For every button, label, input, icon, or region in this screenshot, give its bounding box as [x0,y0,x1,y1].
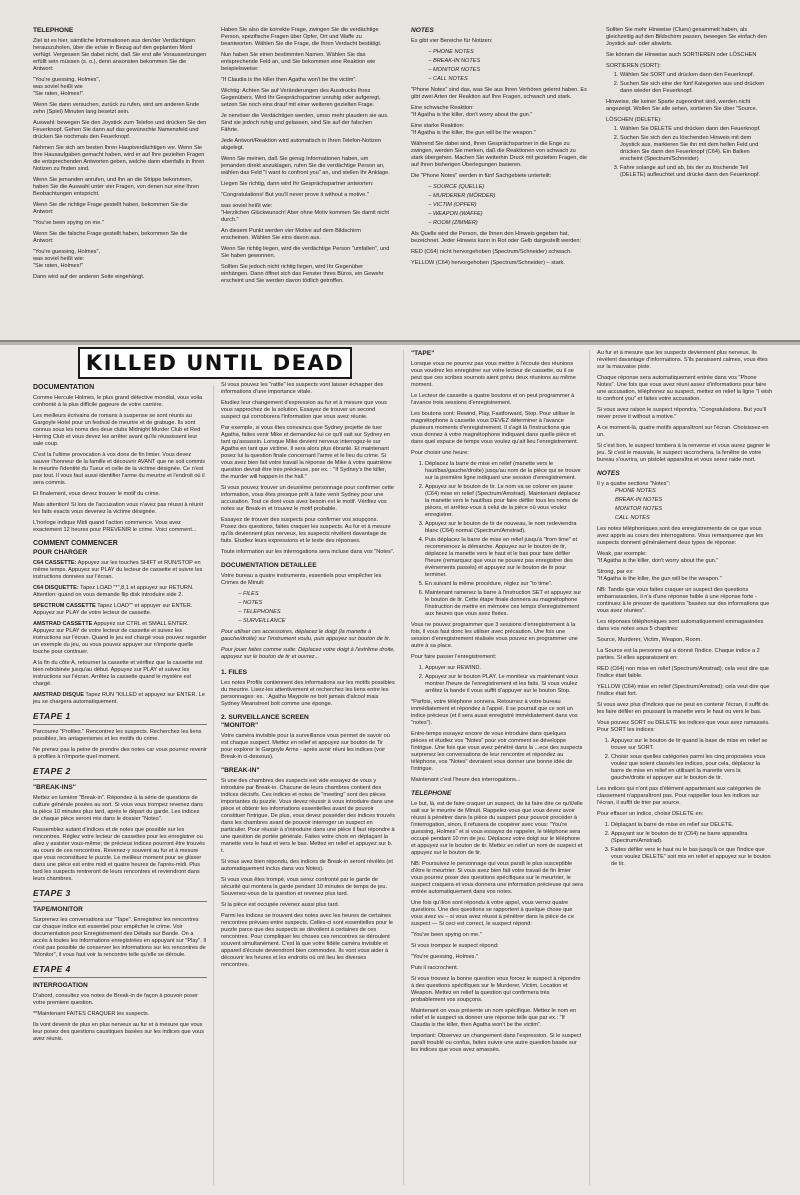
title-banner [78,347,352,379]
de-paragraph: Hinweise, die keiner Sparte zugeordnet sind, werden nicht angezeigt. Wollen Sie alle sehen, sortieren Sie über "Source. [606,99,758,112]
fr-label: C64 DISQUETTE: [33,585,79,591]
fr-paragraph: Vous pouvez SORT ou DELETE les indices que vous avez ramassés. Pour SORT les indices: [597,720,770,733]
fr-paragraph: Les indices qui n'ont pas d'élément appartenant aux catégories de classement n'apparaîtront pas. Pour rappeller tous les indices sur l'écran, il suffit de trier par source. [597,786,761,806]
divider [33,724,207,725]
fr-paragraph: Etudiez leur changement d'expression au fur et à mesure que vous vous rapprochez de la solution. Essayez de trouver un second suspect qui corroborera l'information que vous avez réunie. [221,400,387,420]
fr-paragraph: Tapez LOAD "*",8,1 et appuyez sur RETURN. Attention: quand on vous demande flip disk introduire side 2. [33,585,194,598]
de-paragraph: Je nervöser die Verdächtigen werden, umso mehr plaudern sie aus. Sind sie jedoch ruhig und gelassen, sind Sie auf der falschen Fährte. [221,113,389,133]
de-quote: "You're guessing, Holmes", [33,77,101,83]
de-quote: "If Agatha is the killer, don't worry about the gun." [411,112,533,118]
list-item: 6. Maintenant ramenez la barre à l'instruction SET et appuyez sur le bouton de tir. Cette étape finale donnera au magnétophone l'instruction de mettre en mémoire ces temps d'enregistrement aux heures que vous avez fixées. [425,590,583,618]
list-item: – SOURCE (QUELLE) [433,184,589,191]
fr-instrument-list [221,591,395,625]
list-item: 3. Fahre solange auf und ab, bis der zu löschende Teil (DELETE) aufleuchtet und drücke dann den Feuerknopf. [620,165,772,179]
fr-paragraph: Pour utiliser ces accessoires, déplacez le doigt (la manette à gauche/droite) sur l'instrument voulu, puis appuyez sur bouton de tir. [221,629,391,642]
de-paragraph: Nun haben Sie einen bestimmten Namen. Wählen Sie das entsprechende Feld an, und Sie bekommen eine Reaktion wie beispielsweise: [221,52,376,72]
de-quote: "If Claudia is the killer then Agatha won't be the victim". [221,77,357,83]
fr-paragraph: Entre-temps essayez encore de vous introduire dans quelques pièces et étudiez vos "Notes" pour voir comment se développe l'intrigue. Une fois que vous avez pénétré dans la ...ece des suspects surprenez les conversations de leur rencontre et répondez au téléphone, vos "Notes" devraient vous donner une bonne idée de l'intrigue. [411,731,583,772]
de-paragraph: "Phone Notes" sind das, was Sie aus Ihren Verhören gelernt haben. Es gibt zwei Arten der Reaktion auf Ihre Fragen, schwach und stark. [411,87,587,100]
de-quote: "Congratulations! But you'll never prove it without a motive." [221,192,369,198]
fr-step-subheading: TAPE/MONITOR [33,906,83,913]
fr-paragraph: Tapez LOAD"" et appuyer sur ENTER. Appuyez sur PLAY de votre lecteur de cassette. [33,603,193,616]
fr-paragraph: Pour jouer faites comme suite: Déplacez votre doigt à l'extrême droite, appuyez sur le bouton de tir et ouvrez... [221,647,395,660]
fr-column-2 [221,382,395,1187]
fr-paragraph: Maintenant on vous présente un nom spécifique. Mettez le nom en relief et le suspect va donner une réponse telle que par ex.: "If Claudia is the killer, then Agatha won't be the victim". [411,1008,577,1028]
fr-start-heading: COMMENT COMMENCER [33,540,118,547]
fr-paragraph: Vous ne pouvez programmer que 3 sessions d'enregistrement à la fois, il vous faut donc les utiliser avec précaution. Une fois une session d'enregistrement réalisée vous pouvez en programmer une autre à sa place. [411,622,578,649]
fr-paragraph: Appuyez sur les touches SHIFT et RUN/STOP en même temps. Appuyez sur PLAY du lecteur de cassette et suivre les instructions données sur l'écran. [33,560,203,580]
fr-step-subheading: INTERROGATION [33,982,88,989]
de-paragraph: was soviel heißt wie: [221,203,273,209]
fr-paragraph: Si vous pouvez les "rattle" les suspects vont laisser échapper des informations d'une importance vitale. [221,382,384,395]
fr-step-heading: ETAPE 1 [33,711,71,721]
list-item: 4. Puis déplacez la barre de mise en relief jusqu'à "from time" et recommencez la démarche. Appuyez sur le bouton de tir, déplacez la manette vers le haut et le bas pour faire défiler l'heure (remarquez que vous ne pouvez pas enregistrer des événements passés) et appuyez sur le bouton de tir pour terminer. [425,537,583,579]
column-divider [589,350,590,1185]
fr-label: SPECTRUM CASSETTE [33,603,96,609]
de-paragraph: Die "Phone Notes" werden in fünf Sachgebiete unterteilt: [411,173,552,179]
fr-paragraph: Par exemple, si vous êtes convaincu que Sydney projette de tuer Agatha, faites venir Mike et demandez-lui ce qu'il sait sur Sydney en tant qu'assassin. Lorsque Mike devient nerveux interrogez-le sur Agatha en tant que victime. Il sera alors plus ébranlé. Et maintenant posez lui la question finale concernant l'arme et le lieu du crime. Si vous avez bien fait votre travail la réponse de Mike à votre quatrième question devrait être très précieuse, par ex. : "If Sydney's the killer, the murder will happen in the hall." [221,425,392,480]
fr-quote: "You're guessing, Holmes." [411,954,479,960]
de-quote: "If Agatha is the killer, the gun will be the weapon." [411,130,536,136]
de-notes-heading: NOTES [411,27,434,34]
fr-paragraph: NB: Poursuivez le personnage qui vous paraît le plus susceptible d'être le meurtrier. Si vous avez bien fait votre travail de fin limier vous pourrez poser des questions spécifiques sur le meurtrier, le suspect craquera et vous donnera une information précieuse qui sera entrée automatiquement dans vos notes. [411,861,583,895]
fr-quote: "You've been spying on me." [411,932,482,938]
fr-notes-heading: NOTES [597,470,620,477]
fr-sort-steps [597,738,773,782]
fr-surveillance-heading: 2. SURVEILLANCE SCREEN [221,714,309,721]
list-item: – NOTES [243,600,395,607]
list-item: 1. Wählen Sie SORT und drücken dann den Feuerknopf. [620,72,772,79]
de-paragraph: An diesem Punkt werden vier Motive auf dem Bildschirm erscheinen. Wählen Sie eins davon aus. [221,228,361,241]
list-item: 1. Appuyez sur le bouton de tir quand la base de mise en relief se trouve sur SORT. [611,738,773,752]
list-item: 3. Faites défiler vers le haut ou le bas jusqu'à ce que l'indice que vous voulez DELETE" soit mis en relief et appuyez sur le bouton de tir. [611,847,773,868]
list-item: 5. En suivant la même procédure, réglez sur "to time". [425,581,583,588]
fr-paragraph: Le but, là, est de faire craquer un suspect, de lui faire dire ce qu'il/elle sait sur le meurtre de Minuit. Rappelez-vous que vous devez avoir réussi à pénétrer dans la pièce du suspect pour pouvoir procéder à l'interrogation, sinon, il refusera de coopérer avec vous: "You're guessing, Holmes" et si vous essayez de rappeler, le téléphone sera occupé pendant 10 mn de jeu. Déplacez votre doigt sur le téléphone et appuyez sur le bouton de tir. Mettez en relief un nom de suspect et appuyez sur le bouton de tir. [411,801,583,856]
fr-monitor-subheading: "MONITOR" [221,722,259,729]
fr-label: AMSTRAD CASSETTE [33,621,93,627]
de-paragraph: Wenn Sie richtig liegen, wird die verdächtige Person "umfallen", und Sie haben gewonnen. [221,246,390,259]
fr-paragraph: Source, Murderer, Victim, Weapon, Room. [597,637,702,643]
divider [33,901,207,902]
fr-paragraph: La Source est la personne qui a donné l'indice. Chaque indice a 2 parties. Si elles apparaissent en: [597,648,760,661]
de-sort-steps [606,72,772,95]
fr-paragraph: Ils vont devenir de plus en plus nerveux au fur et à mesure que vous leur posez des questions caustiques basées sur les indices que vous avez réunis. [33,1022,205,1042]
fr-step-heading: ETAPE 2 [33,766,71,776]
fr-paragraph: Au fur et à mesure que les suspects deviennent plus nerveux, ils révèlent davantage d'informations. S'ils paraissent calmes, vous êtes sur la mauvaise piste. [597,350,768,370]
list-item: 1. Déplacez la barre de mise en relief (manette vers le haut/bas/gauche/droite) jusqu'au nom de la pièce qui se trouve sur la première ligne indiquant une session d'enregistrement. [425,461,583,482]
fr-paragraph: L'horloge indique Midi quand l'action commence. Vous avez exactement 12 heures pour PREVENIR le crime. Voici comment... [33,520,197,533]
fr-paragraph: Le Lecteur de cassette a quatre boutons et on peut programmer à l'avance trois sessions d'enregistrement. [411,393,575,406]
de-paragraph: Eine schwache Reaktion: [411,105,474,111]
fr-paragraph: D'abord, consultez vos notes de Break-in de façon à pouvoir poser votre premiere question. [33,993,198,1006]
de-notes-column [411,27,589,327]
fr-tape-steps [411,461,583,618]
fr-paragraph: Si la pièce est occupée revenez aussi plus tard. [221,902,340,908]
fr-paragraph: Lorsque vous ne pourrez pas vous mettre à l'écoute des réunions vous voudrez les enregistrer sur votre lecteur de cassette, ou il se peut que ces scribes sournois aient prévu deux réunions au même moment. [411,361,576,388]
fr-paragraph: Pour choisir une heure: [411,450,469,456]
fr-paragraph: Une fois qu'il/on sont répondu à votre appel, vous verrez quatre questions. Une des questions se rapportent à quelque chose que vous avez vu – si vous avez réussi à pénétrer dans la pièce de ce suspect — Si ceci est correct, le suspect répond: [411,900,574,927]
de-quote: "Herzlichen Glückwunsch! Aber ohne Motiv kommen Sie damit nicht durch." [221,210,390,223]
fr-column-1 [33,382,207,1187]
list-item: – PHONE NOTES [433,49,589,56]
de-paragraph: Sie können die Hinweise auch SORTIEREN oder LÖSCHEN [606,52,757,58]
de-delete-steps [606,126,772,179]
de-quote: "You've been spying on me." [33,220,104,226]
column-divider [403,350,404,1185]
fr-paragraph: Les notes téléphoniques sont des enregistrements de ce que vous avez appris au cours des interrogations. Vous remarquerez que les suspects donnent généralement deux types de réponse: [597,526,764,546]
fr-paragraph: Les meilleurs écrivains de romans à suspense se sont réunis au Gargoyle Hotel pour un festival de meurtre et de grabuge. Ils sont connus sous les noms des deux clubs Midnight Murder Club et Red Herring Club et vous devez les arrêter avant qu'ils réussissent leur sale coup. [33,413,201,447]
list-item: PHONE NOTES [615,488,656,494]
fr-paragraph: Les réponses téléphoniques sont automatiquement emmagasinées dans vos notes sous 5 chapitres: [597,619,764,632]
de-paragraph: Wenn Sie jemanden anrufen, und ihn an die Strippe bekommen, haben Sie die Auswahl unter vier Fragen, von denen nur eine Ihren Beobachtungen entspricht. [33,177,200,197]
list-item: 2. Suchen Sie sich den zu löschenden Hinweis mit dem Joystick aus, markieren Sie ihn mit dem hellen Feld und drücken Sie dann den Feuerknopf (C64). Ein Balken erscheint (Spectrum/Schneider) [620,135,772,163]
fr-paragraph: Si une des chambres des suspects est vide essayez de vous y introduire par Break-in. Chacune de leurs chambres contient des indices décisifs. Ces indices et notes de "meeting" sont des pièces importantes du puzzle. Vous devez réussir à vous introduire dans une pièce et obtenir les informations essentielles avant de pouvoir constituer l'intrigue. De plus, vous devez posséder des indices trouvés dans les chambres avant de pouvoir interroger un suspect en particulier. Pour réussir à s'introduire dans une pièce il faut répondre à une question de portée générale. Faites votre choix en déplaçant la manette vers le haut et vers le bas. Mettez en relief et appuyez sur b. t. [221,778,395,854]
fr-quote: "If Agatha is the killer, the gun will be the weapon." [597,576,722,582]
de-paragraph: Wenn Sie dann versuchen, zurück zu rufen, wird am anderen Ende zehn (Spiel) Minuten lang besetzt sein. [33,102,200,115]
fr-step-heading: ETAPE 4 [33,964,71,974]
fr-paragraph: Mais attention! Si lors de l'accusation vous n'avez pas réussi à réunir les faits exacts vous devenez la victime désignée. [33,502,204,515]
fr-paragraph: A ce moment-là, quatre motifs apparaîtront sur l'écran. Choisissez-en un. [597,425,769,438]
fr-paragraph: Si vous trompez le suspect répond: [411,943,499,949]
fr-paragraph: NB: Tandis que vous faites craquer un suspect des questions embarrassantes, il n'a d'une réponse faible à une réponse forte - continuez à le presser de questions "basées sur des informations que vous avez réunies". [597,587,770,614]
de-category-list [411,184,589,227]
column-divider [213,385,214,1185]
list-item: 1. Wählen Sie DELETE und drücken dann den Feuerknopf. [620,126,772,133]
list-item: – MURDERER (MÖRDER) [433,193,589,200]
game-title: KILLED UNTIL DEAD [85,351,345,375]
de-notes-list [411,49,589,83]
de-middle-column [221,27,391,327]
fr-doc-heading: DOCUMENTATION [33,384,95,391]
fr-notes-list [597,488,773,522]
de-sort-column [606,27,772,327]
de-paragraph: Jede Antwort/Reaktion wird automatisch in Ihren Telefon-Notizen abgelegt. [221,138,382,151]
german-panel [0,0,800,342]
fr-paragraph: Ne prenez pas la peine de prendre des notes car vous pourrez revenir à profiles à n'importe quel moment. [33,747,207,760]
fr-label: AMSTRAD DISQUE [33,692,84,698]
de-paragraph: was soviel heißt wie: [33,256,85,262]
list-item: 2. Appuyez sur le bouton de tir. Le nom va se colorer en jaune (C64) mise en relief (Spectrum/Amstrad). Maintenant déplacez la manette vers le haut/bas pour faire défiler tous les noms de pièces, et arrêtez-vous à celui de la pièce où vous voulez enregistrer. [425,484,583,519]
fr-paragraph: Maintenant c'est l'heure des interrogations... [411,777,521,783]
de-paragraph: Wenn Sie meinen, daß Sie genug Informationen haben, um jemanden direkt anzuklagen, rufen Sie die verdächtige Person an, wählen das Feld "I want to confront you" an, und stellen Ihr Anklage. [221,156,390,176]
de-paragraph: Ziel ist es hier, sämtliche Informationen aus den/der Verdächtigen herauszuholen, über die er/sie in Bezug auf den geplanten Mord verfügt. Vergessen Sie dabei nicht, daß Sie erst alle Voraussetzungen erfüllt sein müssen (s. o.), denn ansonsten bekommen Sie die Antwort: [33,38,207,72]
fr-paragraph: Pour effacer un indice, choisir DELETE en: [597,811,704,817]
fr-files-heading: 1. FILES [221,669,248,676]
list-item: 2. Appuyant sur le bouton de tir (C64) ne barre apparaîtra (Spectrum/Amstrad). [611,831,773,845]
fr-paragraph: *Parfois, votre téléphone sonnera. Retournez à votre bureau immédiatement et répondez à l'appel. Il se pourrait que ce soit un indice précieux (et il sera aussi enregistré immédiatement dans vos "notes"). [411,699,578,726]
de-paragraph: YELLOW (C64) hervorgehoben (Spectrum/Schneider) – stark. [411,260,565,266]
list-item: 2. Appuyez sur le bouton PLAY. Le moniteur va maintenant vous montrer l'heure de l'enregistrement et les faits. Si vous voulez arrêtez la bande il vous suffit d'appuyer sur le bouton Stop. [425,674,583,695]
fr-tape-heading: "TAPE" [411,350,435,357]
list-item: CALL NOTES [615,515,650,521]
list-item: 3. Appuyez sur le bouton de tir de nouveau, le nom redeviendra blanc (C64) normal (Spectrum/Amstrad). [425,521,583,535]
divider [33,977,207,978]
fr-quote: "If Agatha is the killer, don't worry about the gun." [597,558,719,564]
fr-paragraph: Tapez RUN "KILLED et appuyez sur ENTER. Le jeu se chargera automatiquement. [33,692,205,705]
fr-paragraph: Si vous trouvez la bonne question vous forcez le suspect à répondre à des questions spécifiques sur le Murderer, Victim, Location et Weapon. Mettez en relief la question qui confirmera très probablement vos soupçons. [411,976,581,1003]
de-paragraph: Liegen Sie richtig, dann wird Ihr Gesprächspartner antworten: [221,181,374,187]
fr-paragraph: Si vous avez bien répondu, des indices de Break-in seront révélés (et automatiquement inclus dans vos Notes). [221,859,393,872]
fr-label: C64 CASSETTE: [33,560,77,566]
fr-paragraph: Weak, par exemple: [597,551,647,557]
fr-paragraph: Les notes Profils contiennent des informations sur les motifs possibles du meurtre. Lisez-les attentivement et recherchez les liens entre les personnages: ex. : Agatha Maypole ne boit jamais d'alcool mais Sydney Meanstreet boit comme une éponge. [221,680,395,707]
list-item: – SURVEILLANCE [243,618,395,625]
fr-paragraph: **Maintenant FAITES CRAQUER les suspects. [33,1011,150,1017]
de-paragraph: Wenn Sie die richtige Frage gestellt haben, bekommen Sie die Antwort: [33,202,188,215]
de-paragraph: Auswahl: bewegen Sie den Joystick zum Telefon und drücken Sie den Feuerknopf. Gehen Sie dann auf das gewünschte Namensfeld und drücken Sie nochmals den Feuerknopf. [33,120,207,140]
fr-paragraph: Rassemblez autant d'indices et de notes que possible sur les rencontres. Réglez votre lecteur de cassettes pour les enregistrer ou allez y assister vous-même; de précieux indices pourront être trouvés au cours de ces rencontres. Revenez-y souvent au fur et à mesure que vous reconstituez le puzzle. Le meilleur moment pour se glisser dans une pièce est entre midi et quatre heures de l'après-midi. Plus tard les suspects rentreront de leurs rencontres et reviendront dans leurs chambres. [33,827,205,882]
fr-paragraph: Appuyez sur CTRL et SMALL ENTER. Appuyez sur PLAY de votre lecteur de cassette et suivez les instructions sur l'écran. Quand le jeu est chargé vous pouvez regarder un exemple du jeu, ou vous pouvez appuyer sur n'importe quelle touche pour continuer. [33,621,207,655]
fr-detailed-doc-heading: DOCUMENTATION DETAILLEE [221,562,317,569]
de-paragraph: RED (C64) nicht hervorgehoben (Spectrum/Schneider) schwach. [411,249,572,255]
fr-paragraph: Si vous avez plus d'indices que ne peut en contenir l'écran, il suffit de les faire défiler en poussant la manette vers le haut ou vers le bas. [597,702,769,715]
de-paragraph: Es gibt vier Bereiche für Notizen: [411,38,493,44]
fr-paragraph: C'est la l'ultime provocation à vos dons de fin limier. Vous devez sauver l'honneur de la famille et découvrir AVANT que ne soit commis le meurtre l'identité du Tueur et celle de la victime désignée. Ce n'est pas tout. Il vous faut aussi identifier l'arme du meurtre et l'endroit où il sera commis. [33,452,206,486]
list-item: 1. Déplaçant la barre de mise en relief sur DELETE. [611,822,773,829]
de-telephone-heading: TELEPHONE [33,27,74,34]
de-paragraph: Sollten Sie jedoch nicht richtig liegen, wird Ihr Gegenüber einhängen. Dann öffnet sich das Fenster Ihres Büros, ein Gewehr erscheint und Sie werden davon tödlich getroffen. [221,264,384,284]
de-telephone-column [33,27,208,327]
de-paragraph: Wenn Sie die falsche Frage gestellt haben, bekommen Sie die Antwort: [33,231,188,244]
de-paragraph: Sollten Sie mehr Hinweise (Clues) gesammelt haben, als gleichzeitig auf den Bildschirm passen, bewegen Sie einfach den Joystick auf- oder abwärts. [606,27,767,47]
de-paragraph: Dann wird auf der anderen Seite eingehängt. [33,274,145,280]
de-paragraph: Haben Sie also die korrekte Frage, zwingen Sie die verdächtige Person, spezifische Fragen über Opfer, Ort und Waffe zu beantworten. Wählen Sie die Frage, die Ihren Verdacht bestätigt. [221,27,382,47]
de-paragraph: Wichtig: Achten Sie auf Veränderungen des Ausdrucks Ihres Gegenübers. Wird Ihr Gesprächspartner unruhig oder aufgeregt, setzen Sie noch eins drauf mit einer weiteren gezielten Frage. [221,88,381,108]
fr-paragraph: Mettez en lumière "Break-in". Répondez à la série de questions de culture générale posées au sort. Si vous vous trompez revenez dans la pièce 10 minutes plus tard, après le départ du garde. Les indices de chaque pièce seront mis dans le dossier "Notes". [33,795,204,822]
fr-paragraph: Important: Observez un changement dans l'expression. Si le suspect paraît troublé ou confus, faites suivre une autre question basée sur les indices que vous avez amassés. [411,1033,582,1053]
fr-playback-steps [411,665,583,695]
fr-paragraph: Pour faire passer l'enregistrement: [411,654,497,660]
fr-paragraph: Si vous pouvez trouver un deuxième personnage pour confirmer cette information, vous êtes presque prêt à faire venir Sydney pour une accusation. Tout ce dont vous avez besoin est le motif. Vérifiez vos notes sur Break-in et trouvez le motif probable. [221,485,394,512]
fr-paragraph: Chaque réponse sera automatiquement entrée dans vos "Phone Notes". Une fois que vous avez réuni assez d'informations pour faire une accusation, téléphonez au suspect, mettez en relief la ligne "I wish to confront you" et faites votre accusation. [597,375,773,402]
fr-delete-steps [597,822,773,868]
fr-paragraph: Puis il raccrochent. [411,965,459,971]
fr-column-3 [411,350,583,1187]
fr-paragraph: YELLOW (C64) mise en relief (Spectrum/Amstrad); cela veut dire que l'indice était fort. [597,684,770,697]
fr-step-subheading: "BREAK-INS" [33,784,76,791]
fr-paragraph: Si vous vous êtes trompé, vous serez confronté par le garde de sécurité qui montera la garde pendant 10 minutes de temps de jeu. Souvenez-vous de la question et revenez plus tard. [221,877,388,897]
de-quote: "Sie raten, Holmes!". [33,91,85,97]
fr-paragraph: RED (C64) non mise en relief (Spectrum/Amstrad); cela veut dire que l'indice était faible. [597,666,769,679]
list-item: 2. Choisir sous quelles catégories parmi les cinq proposées vous voulez que soient classés les indices, pour cela, déplacez la barre de mise en relief en utilisant la manette vers la gauche/droite et appuyer sur le bouton de tir. [611,754,773,782]
fr-paragraph: Si c'est bon, le suspect tombera à la renverse et vous aurez gagner le jeu. Si c'est le mauvais, le suspect raccrochera, la fenêtre de votre bureau s'ouvrira, un pistolet apparaîtra et vous serez raide mort. [597,443,771,463]
list-item: BREAK-IN NOTES [615,497,663,503]
de-quote: "Sie raten, Holmes!" [33,263,83,269]
fr-telephone-heading: TELEPHONE [411,790,452,797]
list-item: MONITOR NOTES [615,506,663,512]
de-paragraph: Als Quelle wird die Person, die Ihnen den Hinweis gegeben hat, bezeichnet. Jeder Hinweis kann in Rot oder Gelb dargestellt werden: [411,231,582,244]
de-quote: "You're guessing, Holmes", [33,249,101,255]
de-paragraph: Eine starke Reaktion: [411,123,465,129]
list-item: – ROOM (ZIMMER) [433,220,589,227]
list-item: – WEAPON (WAFFE) [433,211,589,218]
de-subheading: SORTIEREN (SORT): [606,63,661,69]
de-paragraph: Nehmen Sie sich am besten Ihren Hauptverdächtigen vor. Wenn Sie Ihre Hausaufgaben gemacht haben, wird er auf Ihre gezielten Fragen die entsprechenden Antworten geben, welche dann ebenfalls in Ihren Notizen zu finden sind. [33,145,205,172]
list-item: – BREAK-IN NOTES [433,58,589,65]
list-item: – CALL NOTES [433,76,589,83]
list-item: 2. Suchen Sie sich eine der fünf Kategorien aus und drücken dann wieder den Feuerknopf. [620,81,772,95]
de-paragraph: Während Sie dabei sind, Ihren Gesprächspartner in die Enge zu zwingen, werden Sie merken, daß die Reaktionen von schwach zu stark übergehen. Machen Sie weiterhin Druck mit gezielten Fragen, die auf Ihren bisherigen Überlegungen basieren. [411,141,587,168]
fr-paragraph: Toute information sur les interrogations sera incluse dans vos "Notes". [221,549,395,555]
fr-paragraph: Votre caméra invisible pour la surveillance vous permet de savoir où est chaque suspect. Mettez en relief et appuyez sur bouton de Tir pour explorer le Gargoyle Arms - après avoir réuni les indices (voir Break-in ci-dessous). [221,733,390,760]
fr-paragraph: Parcourez "Profiles." Rencontrez les suspects. Recherchez les liens possibles, les antagonismes et les motifs du crime. [33,729,202,742]
fr-paragraph: Les boutons sont: Rewind, Play, Fastforward, Stop. Pour utiliser le magnétophone à cassette vous DEVEZ déterminer à l'avance plusieurs moments d'enregistrement. Il s'agit là l'instructions que vous donnez à votre magnétophone indiquant dans quelle pièce et dans quel espace de temps vous voulez qu'ait lieu l'enregistrement. [411,411,579,445]
fr-paragraph: Parmi les indices se trouvent des notes avec les heures de certaines rencontres prévues entre suspects. Celles-ci sont essentielles pour le puzzle parce que des suspects se dévoilent à certaines de ces rencontres. Pour compliquer les choses ces rencontres se déroulent souvent simultanément. C'est là que votre fidèle caméra invisible et appareil d'écoute deviendront bien commodes. Ils vont vous aider à découvrir les heures et les endroits où ont lieu les diverses rencontres. [221,913,393,968]
list-item: 1. Appuyer sur REWIND. [425,665,583,672]
divider [33,779,207,780]
de-paragraph: was soviel heißt wie [33,84,83,90]
fr-paragraph: Surprenez les conversations sur "Tape". Enregistrez les rencontres car chaque indice est essentiel pour empêcher le crime. Voir documentation pour Enregistrement des Détails sur Bande. On a accès à toutes les informations enregistrées en appuyant sur "Play". Il n'est pas possible de conserver les informations sur les rencontres de "Monitor", il vous faut voir la rencontre telle qu'elle se déroule. [33,917,207,958]
list-item: – MONITOR NOTES [433,67,589,74]
fr-paragraph: Essayez de trouver des suspects pour confirmer vos soupçons. Posez des questions, faites craquer les suspects. Au fur et à mesure qu'ils deviennent plus nerveux, les suspects révèlent davantage de faits. Etudiez leurs expressions et le texte des réponses. [221,517,391,544]
fr-paragraph: Et finalement, vous devez trouver le motif du crime. [33,491,161,497]
fr-paragraph: Comme Hercule Holmes, le plus grand détective mondial, vous voila confronté à la plus difficile gageure de votre carrière. [33,395,203,408]
fr-paragraph: Si vous avez raison le suspect répondra, "Congratulations. But you'll never prove it without a motive." [597,407,767,420]
list-item: – TELEPHONES [243,609,395,616]
fr-load-subheading: POUR CHARGER [33,549,88,556]
list-item: – FILES [243,591,395,598]
fr-column-4 [597,350,773,1187]
fr-breakin-heading: "BREAK-IN" [221,767,260,774]
fr-paragraph: Strong, par ex: [597,569,634,575]
de-subheading: LÖSCHEN (DELETE): [606,117,662,123]
list-item: – VICTIM (OPFER) [433,202,589,209]
fr-paragraph: Il y a quatre sections "Notes": [597,481,670,487]
fr-step-heading: ETAPE 3 [33,888,71,898]
fr-paragraph: Votre bureau a quatre instruments, essentiels pour empêcher les Crimes de Minuit: [221,573,382,586]
fr-paragraph: A la fin du côte A, retourner la cassette et vérifiez que la cassette est bien rebobinée jusqu'au début. Appuyez sur PLAY et suivez les instructions sur l'écran. Arrêtez la cassette quand le mystère est chargé. [33,660,203,687]
